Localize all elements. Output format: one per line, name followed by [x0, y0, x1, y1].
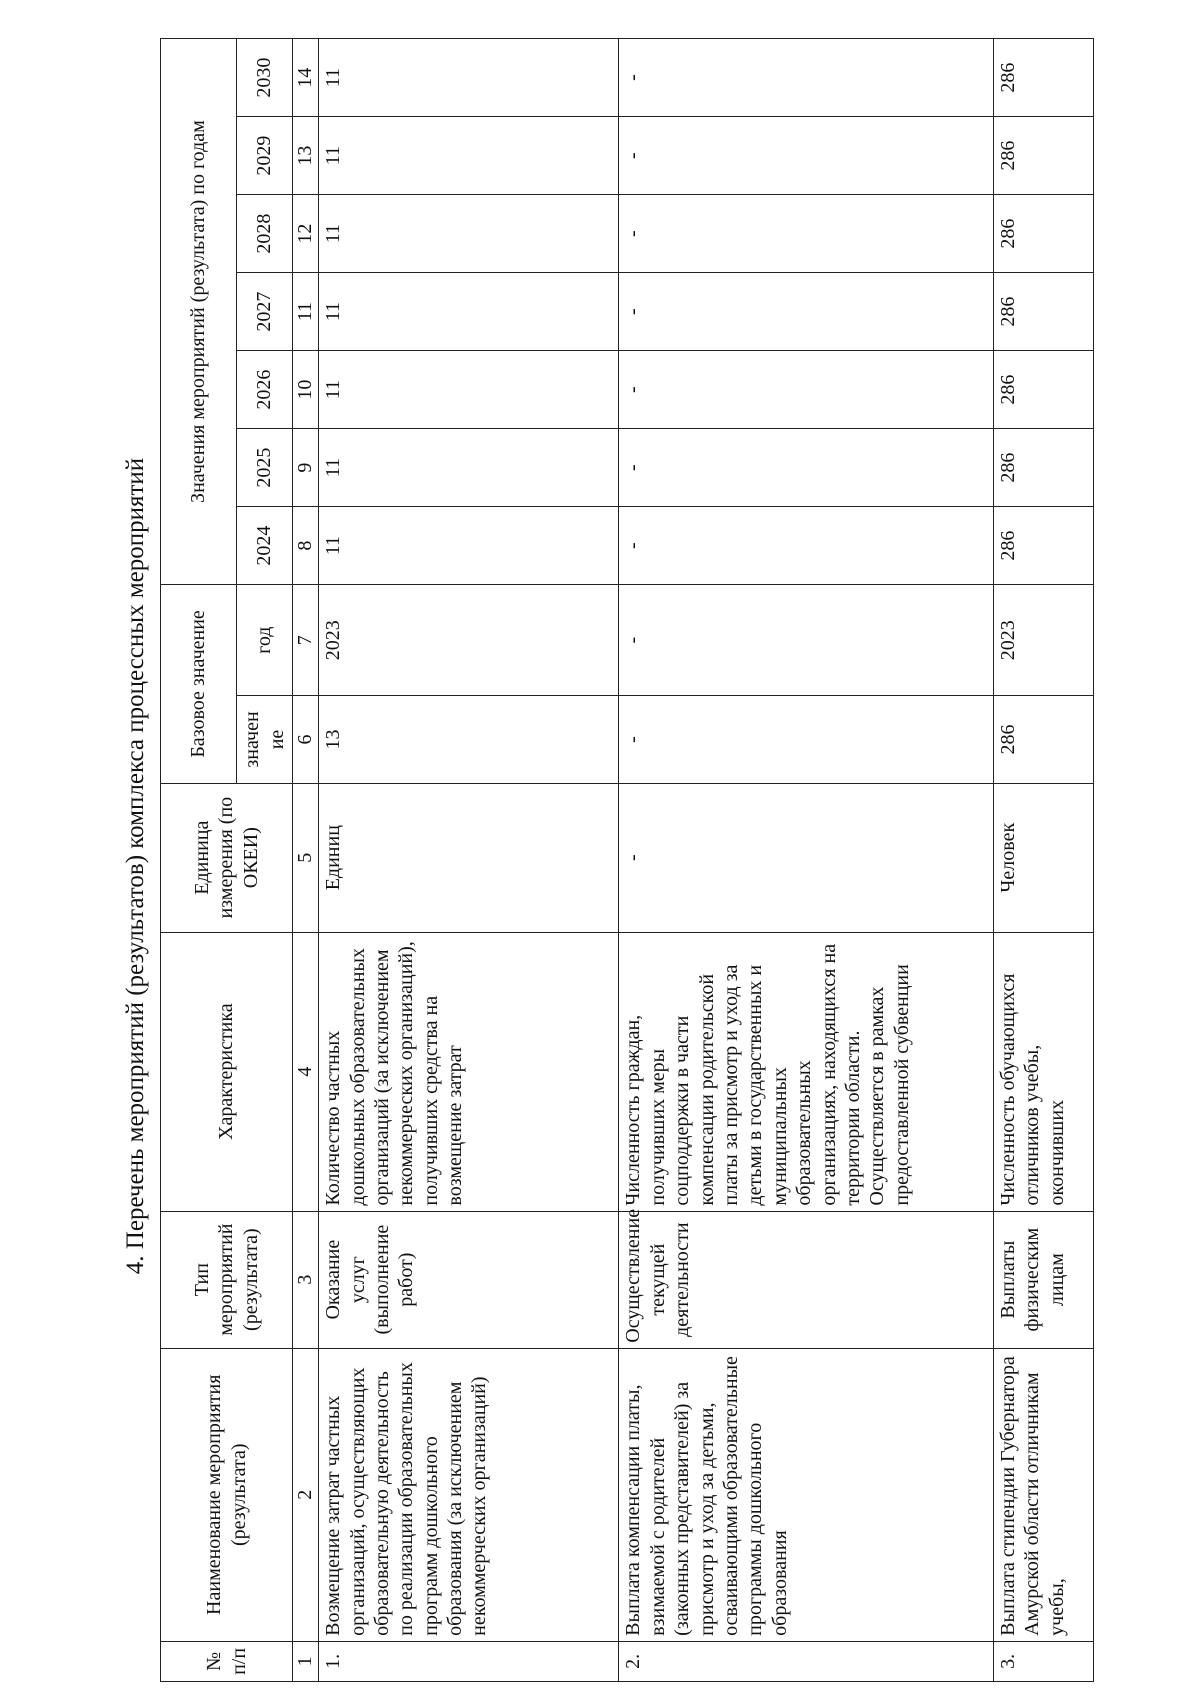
header-year: 2025: [237, 429, 293, 507]
header-base-value: значен ие: [237, 696, 293, 783]
table-row: [319, 39, 619, 1682]
column-number: 4: [293, 932, 319, 1211]
column-number: 7: [293, 585, 319, 696]
row-value: 286: [993, 507, 1093, 585]
column-number: 12: [293, 195, 319, 273]
row-name: Выплата стипендии Губернатора Амурской области отличникам учебы,: [993, 1348, 1093, 1641]
row-base-year: -: [619, 585, 993, 696]
row-base-value: -: [619, 696, 993, 783]
row-value: -: [619, 195, 993, 273]
row-type: Осуществление текущей деятельности: [619, 1211, 993, 1348]
row-num: 1.: [319, 1641, 619, 1681]
row-num: 3.: [993, 1641, 1093, 1681]
column-number: 9: [293, 429, 319, 507]
header-year: 2028: [237, 195, 293, 273]
row-value: 11: [319, 351, 619, 429]
column-number: 14: [293, 39, 319, 117]
row-value: -: [619, 429, 993, 507]
row-value: 11: [319, 39, 619, 117]
measures-table: [160, 38, 1094, 1682]
header-year: 2024: [237, 507, 293, 585]
row-value: 286: [993, 117, 1093, 195]
column-number: 2: [293, 1348, 319, 1641]
header-row-1: [161, 39, 237, 1682]
row-unit: -: [619, 783, 993, 932]
row-value: 286: [993, 39, 1093, 117]
row-value: -: [619, 273, 993, 351]
row-base-value: 13: [319, 696, 619, 783]
header-year: 2030: [237, 39, 293, 117]
column-numbers-row: [293, 39, 319, 1682]
column-number: 8: [293, 507, 319, 585]
row-unit: Человек: [993, 783, 1093, 932]
row-value: 11: [319, 117, 619, 195]
row-characteristic: Численность обучающихся отличников учебы, окончивших: [993, 932, 1093, 1211]
header-values-by-year: Значения мероприятий (результата) по годам: [161, 39, 237, 585]
column-number: 6: [293, 696, 319, 783]
table-row: [619, 39, 993, 1682]
header-num: № п/п: [161, 1641, 293, 1681]
row-base-value: 286: [993, 696, 1093, 783]
header-year: 2026: [237, 351, 293, 429]
column-number: 10: [293, 351, 319, 429]
row-value: -: [619, 39, 993, 117]
row-value: 11: [319, 195, 619, 273]
header-base: Базовое значение: [161, 585, 237, 784]
header-unit: Единица измерения (по ОКЕИ): [161, 783, 293, 932]
row-base-year: 2023: [319, 585, 619, 696]
table-row: [993, 39, 1093, 1682]
header-year: 2029: [237, 117, 293, 195]
row-value: -: [619, 351, 993, 429]
row-type: Оказание услуг (выполнение работ): [319, 1211, 619, 1348]
row-value: 11: [319, 507, 619, 585]
row-value: 11: [319, 429, 619, 507]
column-number: 1: [293, 1641, 319, 1681]
header-type: Тип мероприятий (результата): [161, 1211, 293, 1348]
rotated-table-container: [160, 38, 1094, 1682]
row-characteristic: Численность граждан, получивших меры соцподдержки в части компенсации родительской платы за присмотр и уход за детьми в государственных и муниципальных образовательных организациях, находящихся на территории области. Осуществляется в рамках предоставленной субвенции: [619, 932, 993, 1211]
row-characteristic: Количество частных дошкольных образовательных организаций (за исключением некоммерческих организаций), получивших средства на возмещение затрат: [319, 932, 619, 1211]
column-number: 13: [293, 117, 319, 195]
header-year: 2027: [237, 273, 293, 351]
row-value: -: [619, 117, 993, 195]
column-number: 3: [293, 1211, 319, 1348]
page-title: 4. Перечень мероприятий (результатов) комплекса процессных мероприятий: [122, 457, 149, 1275]
row-value: -: [619, 507, 993, 585]
row-name: Выплата компенсации платы, взимаемой с родителей (законных представителей) за присмотр и уход за детьми, осваивающими образовательные программы дошкольного образования: [619, 1348, 993, 1641]
row-value: 286: [993, 429, 1093, 507]
header-characteristic: Характеристика: [161, 932, 293, 1211]
row-unit: Единиц: [319, 783, 619, 932]
column-number: 11: [293, 273, 319, 351]
column-number: 5: [293, 783, 319, 932]
header-name: Наименование мероприятия (результата): [161, 1348, 293, 1641]
row-base-year: 2023: [993, 585, 1093, 696]
row-value: 286: [993, 195, 1093, 273]
row-num: 2.: [619, 1641, 993, 1681]
header-base-year: год: [237, 585, 293, 696]
row-value: 286: [993, 351, 1093, 429]
row-value: 11: [319, 273, 619, 351]
row-value: 286: [993, 273, 1093, 351]
row-name: Возмещение затрат частных организаций, осуществляющих образовательную деятельность по реализации образовательных программ дошкольного образования (за исключением некоммерческих организаций): [319, 1348, 619, 1641]
row-type: Выплаты физическим лицам: [993, 1211, 1093, 1348]
